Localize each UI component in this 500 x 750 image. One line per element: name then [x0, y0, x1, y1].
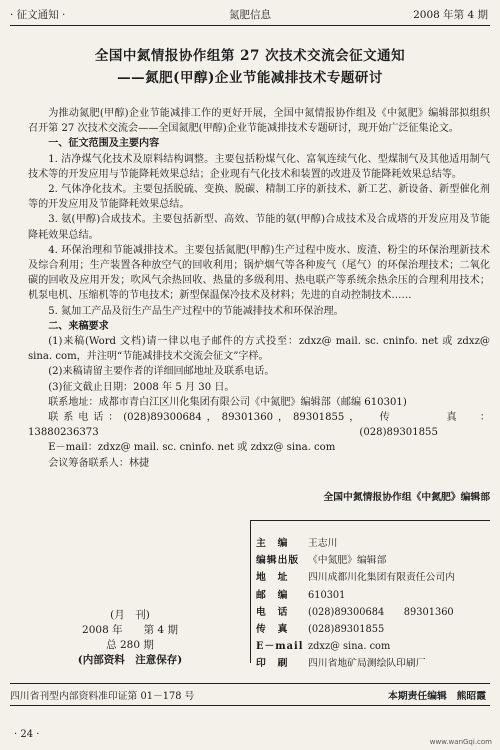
issue-number: 2008 年 第 4 期: [82, 624, 178, 636]
colophon-row: 主 编 王志川: [256, 538, 338, 549]
contact-email: E－mail：zdxz@ mail. sc. cninfo. net 或 zdxz@ sina. com: [48, 442, 336, 454]
responsible-editor: 本期责任编辑 熊昭霞: [388, 691, 486, 702]
list-item: 1. 洁净煤气化技术及原料结构调整。主要包括粉煤气化、富氧连续气化、型煤制气及其他适用制气技术等的开发应用与节能降耗效果总结；企业现有气化技术和装置的改进及节能降耗效果总结等。: [28, 153, 490, 180]
header-section-label: · 征文通知 ·: [10, 9, 66, 21]
contact-address: 联系地址：成都市青白江区川化集团有限公司《中氮肥》编辑部（邮编 610301): [48, 396, 407, 408]
colophon-row: E－mail zdxz@ sina. com: [256, 641, 391, 653]
list-item: 4. 环保治理和节能减排技术。主要包括氮肥(甲醇)生产过程中废水、废渣、粉尘的环保治理新技术及综合利用；生产装置各种放空气的回收利用；锅炉烟气等各种废气（尾气）的环保治理技术；二氧化碳的回收及应用开发；吹风气余热回收、热量的多级利用、热电联产等系统余热余压的合理利用技术；机泵电机、压缩机等的节电技术；新型保温保冷技术及材料；先进的自动控制技术……: [28, 244, 490, 302]
colophon-divider: [250, 520, 251, 663]
header-journal-name: 氮肥信息: [229, 9, 271, 21]
article-subtitle: ——氮肥(甲醇)企业节能减排技术专题研讨: [117, 70, 383, 86]
requirement-item: (2)来稿请留主要作者的详细回邮地址及联系电话。: [48, 366, 275, 378]
issue-info: [60, 608, 200, 668]
intro-paragraph: 为推动氮肥(甲醇)企业节能减排工作的更好开展，全国中氮情报协作组及《中氮肥》编辑部拟组织召开第 27 次技术交流会——全国氮肥(甲醇)企业节能减排技术专题研讨，现开始广泛征集论文。: [28, 108, 490, 135]
publication-type: (月 刊): [110, 609, 150, 621]
colophon-row: 地 址 四川成都川化集团有限责任公司内: [256, 572, 455, 584]
signature: 全国中氮情报协作组《中氮肥》编辑部: [323, 492, 490, 503]
contact-phone-row: [28, 410, 490, 440]
list-item: 3. 氨(甲醇)合成技术。主要包括新型、高效、节能的氨(甲醇)合成技术及合成塔的开发应用及节能降耗效果总结。: [28, 214, 490, 241]
section-heading: 二、来稿要求: [48, 320, 109, 332]
article-title: 全国中氮情报协作组第 27 次技术交流会征文通知: [94, 48, 406, 64]
list-item: 5. 氮加工产品及衍生产品生产过程中的节能减排技术和环保治理。: [48, 305, 344, 317]
colophon-row: 印 刷 四川省地矿局测绘队印刷厂: [256, 658, 426, 670]
colophon-top-rule: [250, 520, 490, 521]
footer-rule: [10, 683, 490, 684]
header-rule: [10, 25, 490, 26]
list-item: 2. 气体净化技术。主要包括脱硫、变换、脱碳、精制工序的新技术、新工艺、新设备、新型催化剂等的开发应用及节能降耗效果总结。: [28, 184, 490, 211]
colophon-row: 电 话 (028)89300684 89301360: [256, 606, 454, 618]
colophon-row: 邮 编 610301: [256, 589, 346, 601]
contact-phone: 联系电话：(028)89300684，89301360，89301855，13880236373: [28, 412, 360, 439]
colophon-row: 编辑出版 《中氮肥》编辑部: [256, 555, 387, 567]
section-heading: 一、征文范围及主要内容: [48, 138, 160, 150]
colophon: [256, 535, 496, 673]
total-issue: 总 280 期: [106, 639, 154, 651]
requirement-item: (1)来稿(Word 文档)请一律以电子邮件的方式投至：zdxz@ mail. sc. cninfo. net 或 zdxz@ sina. com，并注明“节能减排技术交流会征文”字样。: [28, 336, 490, 363]
article-body: [28, 106, 490, 471]
contact-person: 会议筹备联系人：林捷: [48, 457, 150, 469]
header-issue: 2008 年第 4 期: [413, 9, 488, 21]
footer-rule-2: [10, 705, 490, 706]
colophon-row: 传 真 (028)89301855: [256, 623, 385, 635]
permit-number: 四川省刊型内部资料准印证第 01－178 号: [10, 691, 195, 702]
page-number: · 24 ·: [14, 729, 40, 740]
contact-fax: 传 真：(028)89301855: [359, 412, 490, 439]
watermark: www.wanGqi.com: [429, 738, 492, 746]
requirement-item: (3)征文截止日期：2008 年 5 月 30 日。: [48, 381, 235, 393]
internal-note: (内部资料 注意保存): [77, 654, 183, 666]
